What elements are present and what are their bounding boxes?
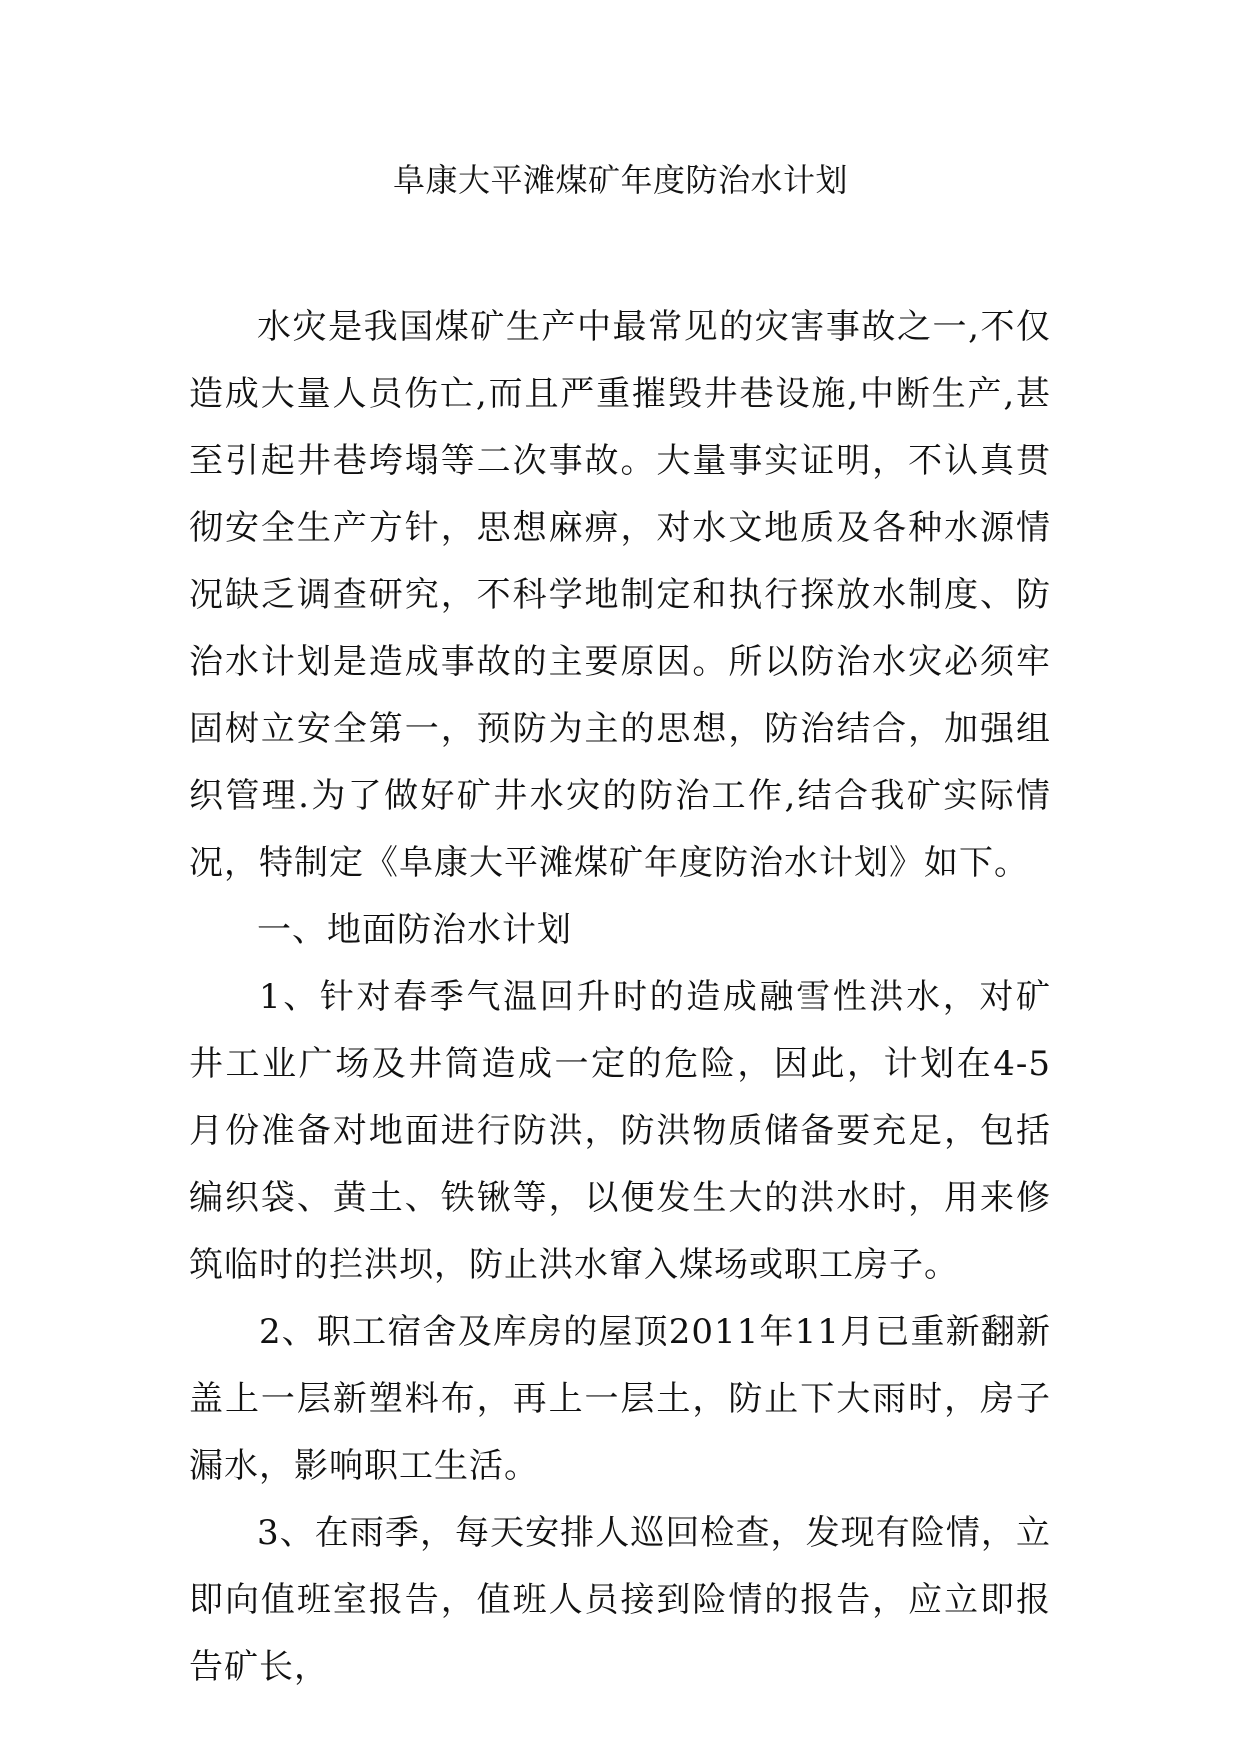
document-body — [189, 294, 1051, 1701]
intro-paragraph: 水灾是我国煤矿生产中最常见的灾害事故之一,不仅造成大量人员伤亡,而且严重摧毁井巷设施,中断生产,甚至引起井巷垮塌等二次事故。大量事实证明，不认真贯彻安全生产方针，思想麻痹，对水文地质及各种水源情况缺乏调查研究，不科学地制定和执行探放水制度、防治水计划是造成事故的主要原因。所以防治水灾必须牢固树立安全第一，预防为主的思想，防治结合，加强组织管理.为了做好矿井水灾的防治工作,结合我矿实际情况，特制定《阜康大平滩煤矿年度防治水计划》如下。 — [189, 307, 1051, 883]
item-paragraph-1: 1、针对春季气温回升时的造成融雪性洪水，对矿井工业广场及井筒造成一定的危险，因此，计划在4-5月份准备对地面进行防洪，防洪物质储备要充足，包括编织袋、黄土、铁锹等，以便发生大的洪水时，用来修筑临时的拦洪坝，防止洪水窜入煤场或职工房子。 — [189, 977, 1051, 1285]
document-title: 阜康大平滩煤矿年度防治水计划 — [392, 161, 848, 199]
item-paragraph-3: 3、在雨季，每天安排人巡回检查，发现有险情，立即向值班室报告，值班人员接到险情的报告，应立即报告矿长， — [189, 1513, 1051, 1687]
section-heading-surface-water-control: 一、地面防治水计划 — [257, 910, 572, 950]
item-paragraph-2: 2、职工宿舍及库房的屋顶2011年11月已重新翻新盖上一层新塑料布，再上一层土，防止下大雨时，房子漏水，影响职工生活。 — [189, 1312, 1051, 1486]
